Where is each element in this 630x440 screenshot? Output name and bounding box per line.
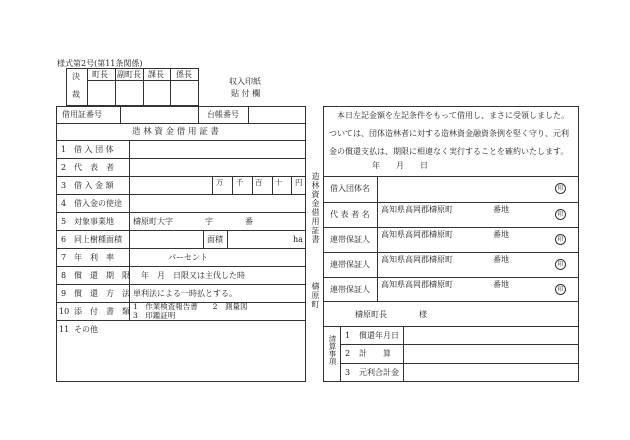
settlement-no-1: 1 — [345, 331, 351, 340]
row-no-5: 5 — [61, 217, 67, 226]
form-title: 造 林 資 金 借 用 証 書 — [132, 127, 219, 137]
guarantor-2-label: 連帯保証人 — [330, 260, 370, 269]
receipt-date: 年 月 日 — [372, 161, 428, 170]
seal-mark: 印 — [555, 183, 566, 194]
guarantor-1-label: 連帯保証人 — [330, 235, 370, 244]
repayment-method-value: 単利法による一時払とする。 — [133, 289, 237, 298]
interest-rate-value: パーセント — [168, 253, 208, 262]
row-label-borrowing-group: 借 入 団 体 — [74, 145, 114, 154]
settlement-no-2: 2 — [345, 349, 351, 358]
settlement-calculation: 計 算 — [359, 349, 391, 358]
row-no-10: 10 — [59, 307, 70, 316]
seal-mark: 印 — [555, 284, 566, 295]
guarantor-3-label: 連帯保証人 — [330, 285, 370, 294]
ledger-number-label: 台帳番号 — [207, 110, 239, 119]
settlement-no-3: 3 — [345, 368, 351, 377]
representative-address: 高知県高岡郡檮原町 番地 — [381, 205, 509, 214]
unit-yen: 円 — [295, 178, 303, 187]
settlement-title: 清算事項 — [328, 335, 337, 365]
seal-mark: 印 — [555, 259, 566, 270]
seal-mark: 印 — [555, 234, 566, 245]
row-label-representative: 代 表 者 — [74, 163, 114, 172]
middle-town: 檮原町 — [311, 282, 320, 309]
area-label: 面積 — [207, 235, 223, 244]
row-no-8: 8 — [61, 271, 67, 280]
receipt-text-line-1: 本日左記金額を左記条件をもって借用し、まさに受領しました。 — [337, 111, 569, 120]
unit-man: 万 — [216, 178, 224, 187]
stamp-label-2: 貼 付 欄 — [231, 89, 261, 98]
row-no-3: 3 — [61, 181, 67, 190]
decision-label-2: 裁 — [72, 90, 80, 99]
receipt-text-line-3: 金の償還支払は、期限に相違なく実行することを確約いたします。 — [329, 147, 569, 156]
cert-number-label: 借用証番号 — [62, 110, 102, 119]
role-deputy-mayor: 副町長 — [117, 70, 141, 79]
role-section-chief: 課長 — [148, 70, 164, 79]
attachments-line-2: 3 印鑑証明 — [133, 311, 176, 320]
guarantor-1-address: 高知県高岡郡檮原町 番地 — [381, 230, 509, 239]
form-number: 様式第2号(第11条関係) — [57, 59, 143, 68]
guarantor-3-address: 高知県高岡郡檮原町 番地 — [381, 280, 509, 289]
settlement-total: 元利合計金 — [359, 368, 399, 377]
row-no-9: 9 — [61, 289, 67, 298]
row-no-11: 11 — [59, 325, 70, 334]
row-label-other: その他 — [74, 325, 98, 334]
unit-juu: 十 — [275, 178, 283, 187]
representative-name-label: 代 表 者 名 — [330, 210, 370, 219]
row-label-repayment-deadline: 償 還 期 限 — [74, 271, 130, 280]
stamp-label-1: 収入印紙 — [229, 77, 261, 86]
role-mayor: 町長 — [92, 70, 108, 79]
row-no-1: 1 — [61, 145, 67, 154]
settlement-repayment-date: 償還年月日 — [359, 331, 399, 340]
repayment-deadline-value: 年 月 日限又は主伐した時 — [133, 271, 245, 280]
row-label-tree-area: 同上樹種面積 — [74, 235, 122, 244]
unit-sen: 千 — [236, 178, 244, 187]
area-unit: ha — [293, 235, 303, 244]
guarantor-2-address: 高知県高岡郡檮原町 番地 — [381, 255, 509, 264]
row-no-6: 6 — [61, 235, 67, 244]
attachments-line-1: 1 作業検査報告書 2 測量図 — [133, 302, 248, 311]
role-subsection-chief: 係長 — [176, 70, 192, 79]
borrower-group-label: 借入団体名 — [330, 184, 370, 193]
row-no-2: 2 — [61, 163, 67, 172]
receipt-text-line-2: ついては、団体造林者に対する造林資金融資条例を堅く守り、元利 — [329, 129, 569, 138]
row-label-attachments: 添 付 書 類 — [74, 307, 130, 316]
decision-label-1: 決 — [72, 72, 80, 81]
middle-title: 造林資金借用証書 — [311, 172, 320, 244]
unit-hyaku: 百 — [255, 178, 263, 187]
row-label-loan-use: 借入金の使途 — [74, 199, 122, 208]
row-no-7: 7 — [61, 253, 67, 262]
row-label-loan-amount: 借 入 金 額 — [74, 181, 114, 190]
seal-mark: 印 — [555, 209, 566, 220]
row-no-4: 4 — [61, 199, 67, 208]
row-label-interest-rate: 年 利 率 — [74, 253, 114, 262]
row-label-repayment-method: 償 還 方 法 — [74, 289, 130, 298]
row-label-project-site: 対象事業地 — [74, 217, 114, 226]
project-site-value: 檮原町大字 宇 番 — [133, 217, 253, 226]
addressee: 檮原町長 様 — [355, 310, 427, 319]
